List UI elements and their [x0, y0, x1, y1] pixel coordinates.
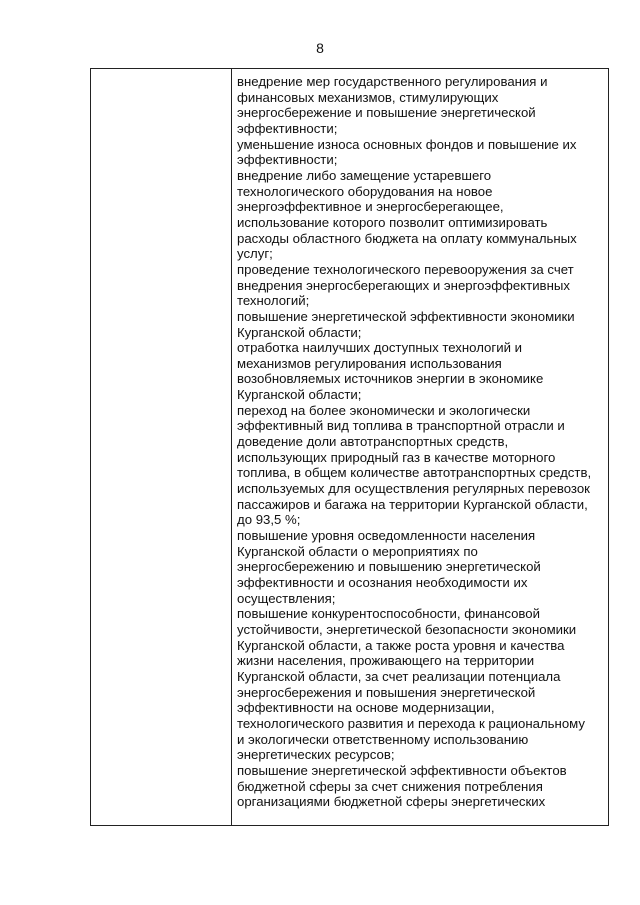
text-line: повышение энергетической эффективности объектов: [237, 762, 567, 778]
text-line: повышение энергетической эффективности экономики: [237, 308, 575, 324]
text-line: до 93,5 %;: [237, 512, 301, 528]
text-line: эффективности;: [237, 120, 338, 136]
content-table: [90, 68, 609, 826]
text-line: технологического развития и перехода к рациональному: [237, 715, 585, 731]
table-left-cell: [91, 69, 232, 825]
text-line: Курганской области;: [237, 324, 362, 340]
text-line: внедрение либо замещение устаревшего: [237, 167, 492, 183]
text-line: осуществления;: [237, 590, 336, 606]
text-line: энергосбережения и повышения энергетической: [237, 684, 536, 700]
text-line: доведение доли автотранспортных средств,: [237, 434, 509, 450]
text-line: Курганской области;: [237, 387, 362, 403]
text-line: эффективности;: [237, 152, 338, 168]
text-line: переход на более экономически и экологически: [237, 402, 531, 418]
text-line: отработка наилучших доступных технологий и: [237, 340, 522, 356]
text-line: использующих природный газ в качестве моторного: [237, 449, 556, 465]
text-line: внедрения энергосберегающих и энергоэффективных: [237, 277, 570, 293]
text-line: энергоэффективное и энергосберегающее,: [237, 199, 504, 215]
text-line: уменьшение износа основных фондов и повышение их: [237, 136, 577, 152]
text-line: Курганской области, за счет реализации потенциала: [237, 668, 561, 684]
text-line: внедрение мер государственного регулирования и: [237, 74, 548, 89]
text-line: жизни населения, проживающего на территории: [237, 653, 535, 669]
text-line: бюджетной сферы за счет снижения потребления: [237, 778, 543, 794]
text-line: устойчивости, энергетической безопасности экономики: [237, 621, 577, 637]
text-line: услуг;: [237, 246, 273, 262]
text-line: повышение конкурентоспособности, финансовой: [237, 606, 540, 622]
text-line: технологического оборудования на новое: [237, 183, 493, 199]
page-number: 8: [316, 40, 324, 56]
text-line: используемых для осуществления регулярных перевозок: [237, 481, 590, 497]
text-line: эффективности на основе модернизации,: [237, 700, 495, 716]
text-line: возобновляемых источников энергии в экономике: [237, 371, 544, 387]
text-line: энергосбережение и повышение энергетической: [237, 105, 536, 121]
text-line: эффективности и осознания необходимости их: [237, 575, 528, 590]
table-right-cell: [232, 69, 608, 825]
text-line: механизмов регулирования использования: [237, 355, 502, 371]
text-line: Курганской области, а также роста уровня и качества: [237, 637, 565, 653]
text-line: финансовых механизмов, стимулирующих: [237, 89, 499, 105]
text-line: Курганской области о мероприятиях по: [237, 543, 478, 559]
text-line: энергетических ресурсов;: [237, 747, 395, 763]
text-line: пассажиров и багажа на территории Курганской области,: [237, 496, 588, 512]
text-line: эффективный вид топлива в транспортной отрасли и: [237, 418, 565, 434]
text-line: и экологически ответственному использованию: [237, 731, 529, 747]
text-line: энергосбережению и повышению энергетической: [237, 559, 541, 575]
text-line: использование которого позволит оптимизировать: [237, 214, 548, 230]
text-line: расходы областного бюджета на оплату коммунальных: [237, 230, 577, 246]
text-line: топлива, в общем количестве автотранспортных средств,: [237, 465, 592, 481]
text-line: технологий;: [237, 293, 310, 309]
text-line: проведение технологического перевооружения за счет: [237, 261, 574, 277]
text-line: повышение уровня осведомленности населения: [237, 528, 536, 544]
text-line: организациями бюджетной сферы энергетических: [237, 794, 546, 810]
